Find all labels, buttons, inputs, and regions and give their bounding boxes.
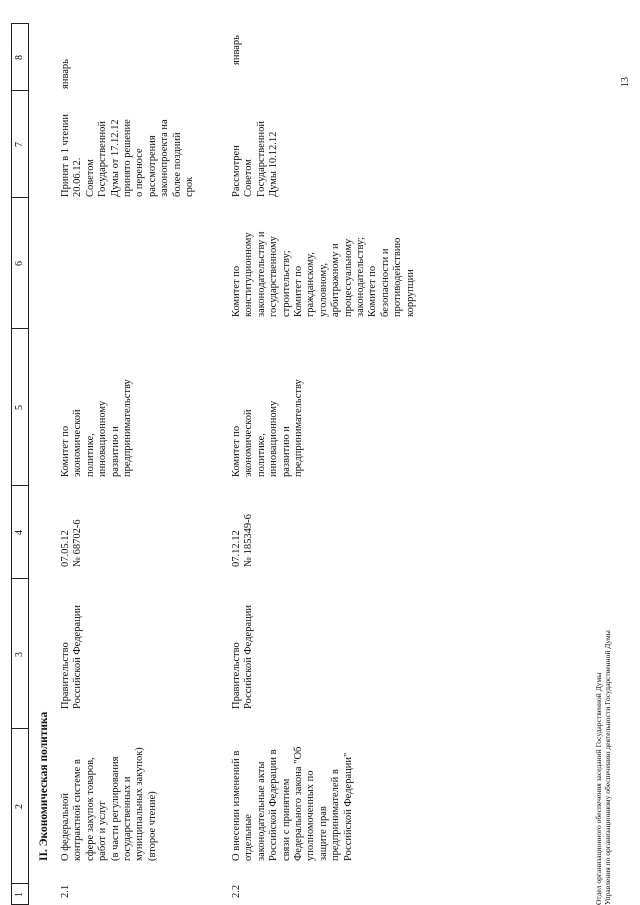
row-1-initiator: Правительство Российской Федерации bbox=[60, 605, 84, 709]
row-1-number: 2.1 bbox=[60, 884, 71, 898]
column-number-4: 4 bbox=[14, 530, 25, 535]
footer-line-1: Отдел организационного обеспечения заседаний Государственной Думы bbox=[594, 672, 603, 905]
row-2-title: О внесении изменений в отдельные законодательные акты Российской Федерации в связи с принятием Федерального закона "Об уполномоченных по защите прав предпринимателей в Российской Федерации" bbox=[231, 746, 354, 861]
column-number-8: 8 bbox=[14, 55, 25, 60]
column-number-2: 2 bbox=[14, 804, 25, 809]
column-number-5: 5 bbox=[14, 405, 25, 410]
row-2-initiator: Правительство Российской Федерации bbox=[231, 605, 255, 709]
row-1-month: январь bbox=[60, 59, 71, 89]
row-2-registration: 07.12.12 № 185349-6 bbox=[231, 514, 255, 567]
column-number-6: 6 bbox=[14, 261, 25, 266]
footer-line-2: Управления по организационному обеспечению деятельности Государственной Думы bbox=[603, 630, 612, 905]
footer bbox=[594, 630, 612, 905]
column-number-row bbox=[11, 23, 29, 905]
column-number-3: 3 bbox=[14, 652, 25, 657]
column-number-1: 1 bbox=[14, 892, 25, 897]
column-number-7: 7 bbox=[14, 142, 25, 147]
row-2-responsible: Комитет по экономической политике, инновационному развитию и предпринимательству bbox=[231, 379, 305, 477]
row-1-responsible: Комитет по экономической политике, инновационному развитию и предпринимательству bbox=[60, 379, 134, 477]
section-title: II. Экономическая политика bbox=[38, 711, 50, 861]
row-1-status: Принят в 1 чтении 20.06.12. Советом Государственной Думы от 17.12.12 принято решение о переносе рассмотрения законопроекта на более поздний срок bbox=[60, 114, 196, 197]
row-1-title: О федеральной контрактной системе в сфере закупок товаров, работ и услуг (в части регулирования государственных и муниципальных закупок) (второе чтение) bbox=[60, 747, 158, 861]
row-1-registration: 07.05.12 № 68702-6 bbox=[60, 519, 84, 567]
row-2-number: 2.2 bbox=[231, 884, 242, 898]
row-2-coexecutors: Комитет по конституционному законодательству и государственному строительству; Комитет по гражданскому, уголовному, арбитражному и процессуальному законодательству; Комитет по безопасности и противодействию коррупции bbox=[231, 231, 416, 317]
row-2-month: январь bbox=[231, 35, 242, 65]
page-number: 13 bbox=[620, 77, 631, 87]
row-2-status: Рассмотрен Советом Государственной Думы 10.12.12 bbox=[231, 121, 280, 197]
